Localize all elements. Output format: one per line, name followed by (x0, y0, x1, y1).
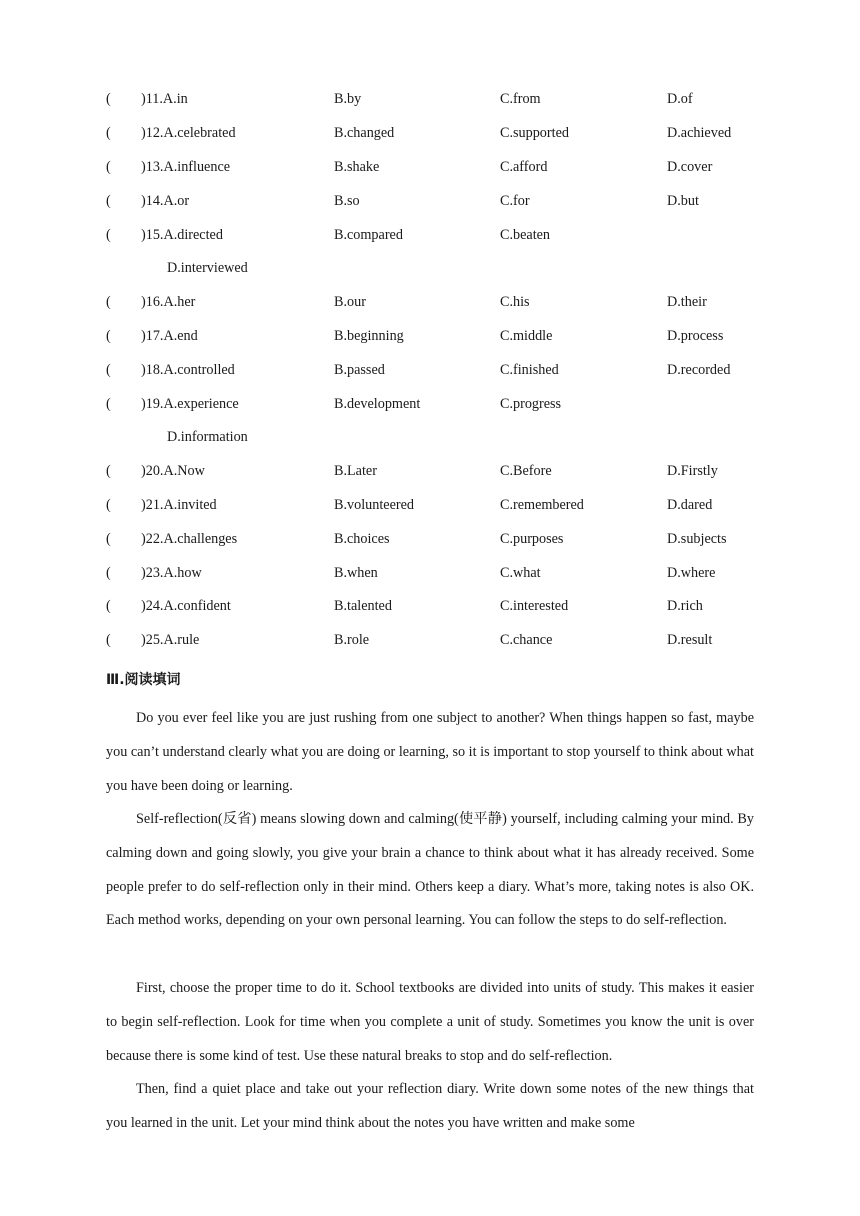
question-16 (106, 292, 766, 312)
question-stem: )20.A.Now (141, 463, 205, 479)
option-b: B.by (334, 91, 362, 107)
question-11 (106, 89, 766, 109)
answer-blank[interactable]: ( (106, 328, 111, 344)
answer-blank[interactable]: ( (106, 362, 111, 378)
option-b: B.beginning (334, 328, 404, 344)
option-d: D.process (667, 328, 724, 344)
question-stem: )25.A.rule (141, 632, 200, 648)
question-19 (106, 394, 766, 414)
option-c: C.finished (500, 362, 559, 378)
option-d: D.of (667, 91, 693, 107)
answer-blank[interactable]: ( (106, 565, 111, 581)
question-stem: )17.A.end (141, 328, 198, 344)
passage-paragraph-3: First, choose the proper time to do it. School textbooks are divided into units of study. This makes it easier to begin self-reflection. Look for time when you complete a unit of study. Sometimes you know the unit is over because there is some kind of test. Use these natural breaks to stop and do self-reflection. (106, 980, 754, 1064)
option-c: C.Before (500, 463, 552, 479)
option-d: D.where (667, 565, 716, 581)
option-b: B.talented (334, 598, 392, 614)
section-heading: Ⅲ.阅读填词 (106, 672, 181, 688)
question-stem: )14.A.or (141, 193, 190, 209)
question-12 (106, 123, 766, 143)
option-d: D.subjects (667, 531, 727, 547)
option-c: C.from (500, 91, 541, 107)
question-stem: )16.A.her (141, 294, 196, 310)
question-18 (106, 360, 766, 380)
option-d: D.interviewed (167, 260, 248, 276)
question-stem: )24.A.confident (141, 598, 231, 614)
answer-blank[interactable]: ( (106, 396, 111, 412)
option-b: B.so (334, 193, 360, 209)
question-14 (106, 191, 766, 211)
option-d: D.Firstly (667, 463, 718, 479)
question-stem: )19.A.experience (141, 396, 239, 412)
question-stem: )15.A.directed (141, 227, 223, 243)
answer-blank[interactable]: ( (106, 294, 111, 310)
answer-blank[interactable]: ( (106, 125, 111, 141)
option-b: B.compared (334, 227, 403, 243)
answer-blank[interactable]: ( (106, 531, 111, 547)
option-d: D.but (667, 193, 699, 209)
option-c: C.afford (500, 159, 548, 175)
option-b: B.volunteered (334, 497, 414, 513)
answer-blank[interactable]: ( (106, 227, 111, 243)
option-c: C.for (500, 193, 530, 209)
option-c: C.his (500, 294, 530, 310)
question-24 (106, 596, 766, 616)
option-c: C.progress (500, 396, 562, 412)
option-c: C.remembered (500, 497, 584, 513)
question-15 (106, 225, 766, 245)
passage-paragraph-2: Self-reflection(反省) means slowing down and calming(使平静) yourself, including calming your mind. By calming down and going slowly, you give your brain a chance to think about what it has already received. Some people prefer to do self-reflection only in their mind. Others keep a diary. What’s more, taking notes is also OK. Each method works, depending on your own personal learning. You can follow the steps to do self-reflection. (106, 811, 754, 929)
option-d: D.achieved (667, 125, 732, 141)
option-b: B.our (334, 294, 366, 310)
question-23 (106, 563, 766, 583)
answer-blank[interactable]: ( (106, 193, 111, 209)
answer-blank[interactable]: ( (106, 159, 111, 175)
question-stem: )22.A.challenges (141, 531, 238, 547)
option-c: C.middle (500, 328, 553, 344)
option-b: B.Later (334, 463, 377, 479)
option-b: B.changed (334, 125, 395, 141)
option-d: D.recorded (667, 362, 731, 378)
answer-blank[interactable]: ( (106, 632, 111, 648)
question-17 (106, 326, 766, 346)
question-stem: )23.A.how (141, 565, 202, 581)
question-21 (106, 495, 766, 515)
option-b: B.development (334, 396, 421, 412)
question-stem: )12.A.celebrated (141, 125, 236, 141)
option-d: D.cover (667, 159, 713, 175)
option-c: C.purposes (500, 531, 564, 547)
option-b: B.choices (334, 531, 390, 547)
option-b: B.when (334, 565, 378, 581)
option-d: D.their (667, 294, 707, 310)
option-c: C.beaten (500, 227, 551, 243)
passage-paragraph-4: Then, find a quiet place and take out your reflection diary. Write down some notes of the new things that you learned in the unit. Let your mind think about the notes you have written and make some (106, 1081, 754, 1131)
answer-blank[interactable]: ( (106, 598, 111, 614)
option-d: D.result (667, 632, 713, 648)
question-20 (106, 461, 766, 481)
answer-blank[interactable]: ( (106, 463, 111, 479)
question-stem: )13.A.influence (141, 159, 231, 175)
option-b: B.role (334, 632, 370, 648)
question-22 (106, 529, 766, 549)
option-c: C.what (500, 565, 541, 581)
option-c: C.supported (500, 125, 569, 141)
answer-blank[interactable]: ( (106, 497, 111, 513)
question-stem: )21.A.invited (141, 497, 217, 513)
answer-blank[interactable]: ( (106, 91, 111, 107)
question-13 (106, 157, 766, 177)
question-stem: )18.A.controlled (141, 362, 235, 378)
option-d: D.information (167, 429, 248, 445)
option-b: B.passed (334, 362, 385, 378)
option-d: D.rich (667, 598, 703, 614)
option-b: B.shake (334, 159, 380, 175)
passage-paragraph-1: Do you ever feel like you are just rushing from one subject to another? When things happen so fast, maybe you can’t understand clearly what you are doing or learning, so it is important to stop yourself to think about what you have been doing or learning. (106, 710, 754, 794)
question-stem: )11.A.in (141, 91, 188, 107)
question-25 (106, 630, 766, 650)
option-c: C.chance (500, 632, 553, 648)
option-c: C.interested (500, 598, 569, 614)
option-d: D.dared (667, 497, 713, 513)
